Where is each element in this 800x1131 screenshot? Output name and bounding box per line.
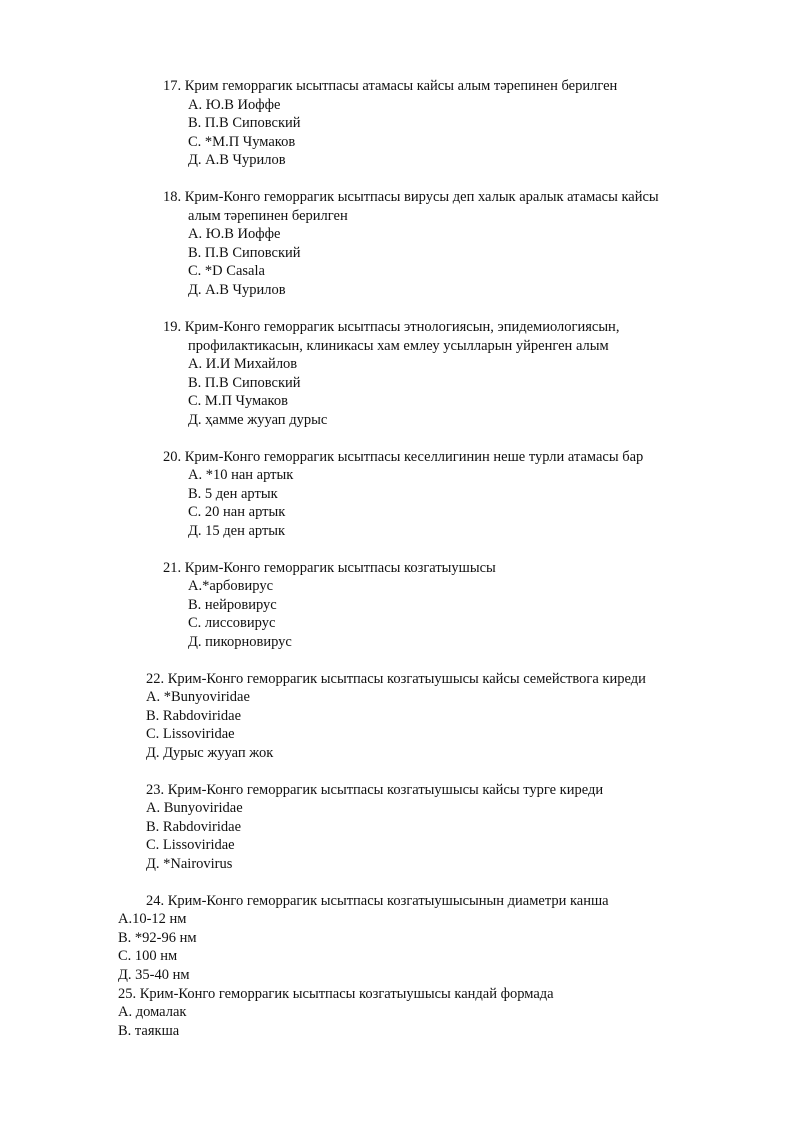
- q21-option-d: Д. пикорновирус: [188, 634, 292, 650]
- question-20: 20. Крим-Конго геморрагик ысытпасы кеселлигинин неше турли атамасы бар: [163, 449, 644, 465]
- q24-option-b: В. *92-96 нм: [118, 930, 197, 946]
- q18-option-c: С. *D Casala: [188, 263, 265, 279]
- question-24: 24. Крим-Конго геморрагик ысытпасы козгатыушысынын диаметри канша: [146, 893, 609, 909]
- q24-option-c: С. 100 нм: [118, 948, 178, 964]
- q23-option-a: A. Bunyoviridae: [146, 800, 243, 816]
- q23-option-c: C. Lissoviridae: [146, 837, 235, 853]
- question-17: 17. Крим геморрагик ысытпасы атамасы кайсы алым тәрепинен берилген: [163, 78, 618, 94]
- q19-option-b: В. П.В Сиповский: [188, 375, 301, 391]
- q22-option-c: C. Lissoviridae: [146, 726, 235, 742]
- q19-option-d: Д. ҳамме жууап дурыс: [188, 412, 328, 428]
- question-19-line2: профилактикасын, клиникасы хам емлеу усылларын уйренген алым: [188, 338, 609, 354]
- q22-option-a: A. *Bunyoviridae: [146, 689, 250, 705]
- q21-option-a: А.*арбовирус: [188, 578, 274, 594]
- q17-option-b: В. П.В Сиповский: [188, 115, 301, 131]
- q20-option-c: С. 20 нан артык: [188, 504, 286, 520]
- q24-option-d: Д. 35-40 нм: [118, 967, 190, 983]
- q24-option-a: А.10-12 нм: [118, 911, 187, 927]
- q17-option-d: Д. А.В Чурилов: [188, 152, 286, 168]
- q21-option-b: В. нейровирус: [188, 597, 277, 613]
- question-19-line1: 19. Крим-Конго геморрагик ысытпасы этнологиясын, эпидемиологиясын,: [163, 319, 620, 335]
- q22-option-d: Д. Дурыс жууап жок: [146, 745, 274, 761]
- q20-option-a: А. *10 нан артык: [188, 467, 294, 483]
- q18-option-a: А. Ю.В Иоффе: [188, 226, 281, 242]
- q20-option-d: Д. 15 ден артык: [188, 523, 286, 539]
- q22-option-b: B. Rabdoviridae: [146, 708, 242, 724]
- q21-option-c: С. лиссовирус: [188, 615, 276, 631]
- question-18-line2: алым тәрепинен берилген: [188, 208, 348, 224]
- q17-option-c: С. *М.П Чумаков: [188, 134, 296, 150]
- question-21: 21. Крим-Конго геморрагик ысытпасы козгатыушысы: [163, 560, 496, 576]
- q19-option-c: С. М.П Чумаков: [188, 393, 288, 409]
- q18-option-d: Д. А.В Чурилов: [188, 282, 286, 298]
- q23-option-d: Д. *Nairovirus: [146, 856, 233, 872]
- q17-option-a: А. Ю.В Иоффе: [188, 97, 281, 113]
- q23-option-b: B. Rabdoviridae: [146, 819, 242, 835]
- question-22: 22. Крим-Конго геморрагик ысытпасы козгатыушысы кайсы семейcтвога киреди: [146, 671, 646, 687]
- q25-option-a: А. домалак: [118, 1004, 187, 1020]
- q19-option-a: А. И.И Михайлов: [188, 356, 298, 372]
- q20-option-b: В. 5 ден артык: [188, 486, 278, 502]
- question-23: 23. Крим-Конго геморрагик ысытпасы козгатыушысы кайсы турге киреди: [146, 782, 604, 798]
- question-18-line1: 18. Крим-Конго геморрагик ысытпасы вирусы деп халык аралык атамасы кайсы: [163, 189, 659, 205]
- q18-option-b: В. П.В Сиповский: [188, 245, 301, 261]
- q25-option-b: В. таякша: [118, 1023, 180, 1039]
- question-25: 25. Крим-Конго геморрагик ысытпасы козгатыушысы кандай формада: [118, 986, 554, 1002]
